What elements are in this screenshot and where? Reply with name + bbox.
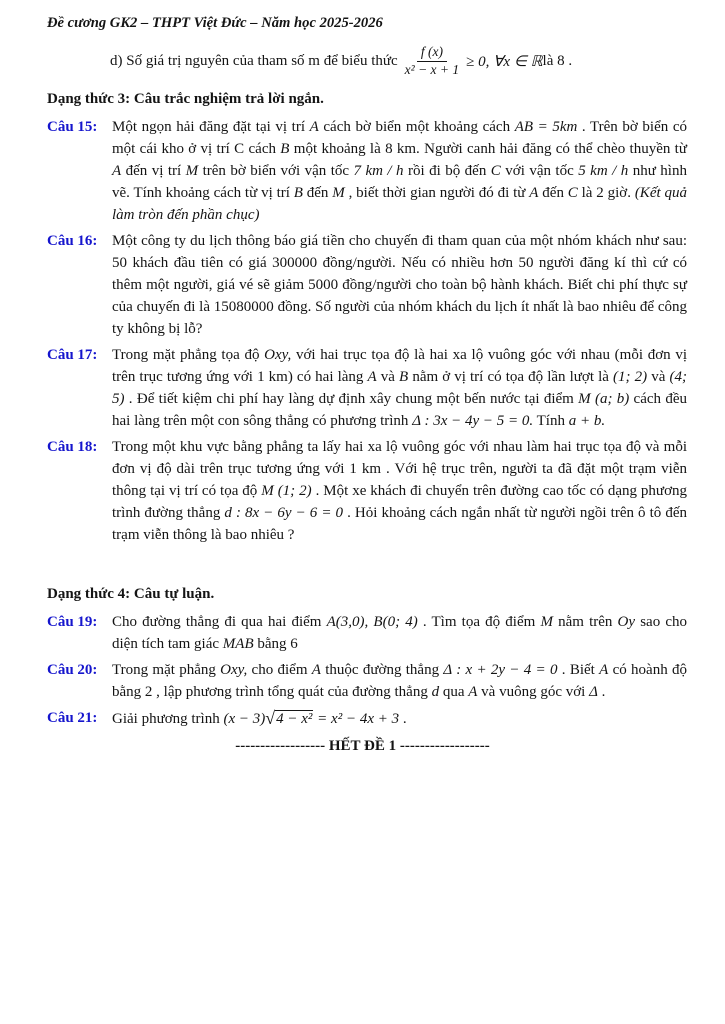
- text-segment: C: [490, 162, 501, 179]
- text-segment: M: [332, 184, 345, 201]
- text-segment: , biết thời gian người đó đi từ: [344, 184, 530, 201]
- text-segment: Một ngọn hải đăng đặt tại vị trí: [112, 118, 310, 135]
- text-segment: là 2 giờ.: [577, 184, 635, 201]
- item-d-label: d): [110, 52, 123, 69]
- square-root: [265, 707, 313, 728]
- text-segment: có hoành độ bằng 2 , lập phương trình tổng quát của đường thẳng: [112, 661, 687, 700]
- text-segment: với hai trục tọa độ là hai xa lộ vuông góc với nhau (mỗi đơn vị trên trục tương ứng với 1 km) có hai làng: [112, 346, 688, 385]
- question-text: [112, 659, 687, 703]
- question-text: [112, 436, 687, 546]
- question-20: [47, 659, 687, 703]
- question-text: [112, 116, 687, 226]
- text-segment: M: [185, 162, 199, 179]
- text-segment: . Để tiết kiệm chi phí hay làng dự định xây chung một bến nước tại điểm: [124, 390, 579, 407]
- question-15: [47, 116, 687, 226]
- text-segment: Oxy,: [264, 346, 292, 363]
- text-segment: = x² − 4x + 3: [313, 710, 400, 727]
- fraction: [403, 44, 462, 79]
- sections-container: [0, 91, 725, 730]
- end-marker: ------------------ HẾT ĐỀ 1 ------------------: [235, 737, 490, 754]
- text-segment: .: [399, 710, 407, 727]
- text-segment: a + b.: [568, 412, 606, 429]
- text-segment: A: [309, 118, 319, 135]
- text-segment: A: [112, 162, 122, 179]
- section-heading: Dạng thức 4: Câu tự luận.: [47, 585, 215, 602]
- text-segment: Oxy,: [220, 661, 248, 678]
- text-segment: như hình vẽ. Tính khoảng cách từ vị trí: [112, 162, 687, 201]
- item-d: [110, 44, 685, 79]
- question-21: [47, 707, 687, 730]
- text-segment: (1; 2): [613, 368, 648, 385]
- text-segment: Δ: [589, 683, 598, 700]
- text-segment: A: [599, 661, 609, 678]
- text-segment: A: [311, 661, 321, 678]
- text-segment: Oy: [617, 613, 636, 630]
- text-segment: B: [399, 368, 409, 385]
- text-segment: rồi đi bộ đến: [403, 162, 491, 179]
- text-segment: trên bờ biển với vận tốc: [198, 162, 354, 179]
- question-number: Câu 18:: [47, 438, 98, 455]
- text-segment: AB = 5km: [514, 118, 578, 135]
- fraction-numerator: f (x): [417, 44, 447, 62]
- text-segment: Trong một khu vực bằng phẳng ta lấy hai xa lộ vuông góc với nhau làm hai trục tọa độ và mỗi đơn vị độ dài trên trục tương ứng với 1 km . Với hệ trục trên, người ta đã đặt một trạm viễn thông tại vị trí có tọa độ: [112, 438, 687, 499]
- question-19: [47, 611, 687, 655]
- text-segment: B: [293, 184, 303, 201]
- text-segment: cách bờ biển một khoảng cách: [318, 118, 515, 135]
- text-segment: MAB: [222, 635, 254, 652]
- text-segment: Δ : x + 2y − 4 = 0: [443, 661, 558, 678]
- text-segment: và: [376, 368, 400, 385]
- question-number: Câu 15:: [47, 118, 98, 135]
- text-segment: . Trên bờ biển có một cái kho ở vị trí C cách: [112, 118, 688, 157]
- question-16: [47, 230, 687, 340]
- text-segment: A: [529, 184, 539, 201]
- text-segment: một khoảng là 8 km. Người canh hải đăng có thể chèo thuyền từ: [289, 140, 687, 157]
- text-segment: cách đều hai làng trên một con sông thẳng có phương trình: [112, 390, 687, 429]
- text-segment: Trong mặt phẳng tọa độ: [112, 346, 265, 363]
- text-segment: nằm ở vị trí có tọa độ lần lượt là: [408, 368, 614, 385]
- text-segment: M (1; 2): [261, 482, 312, 499]
- text-segment: và: [647, 368, 670, 385]
- text-segment: C: [567, 184, 578, 201]
- text-segment: Trong mặt phẳng: [112, 661, 221, 678]
- text-segment: Tính: [533, 412, 569, 429]
- text-segment: A(3,0), B(0; 4): [326, 613, 418, 630]
- text-segment: . Hỏi khoảng cách ngắn nhất từ người ngồi trên ô tô đến trạm viễn thông là bao nhiêu ?: [112, 504, 687, 543]
- text-segment: (4; 5): [112, 368, 687, 407]
- text-segment: (Kết quả làm tròn đến phần chục): [112, 184, 687, 223]
- text-segment: A: [468, 683, 478, 700]
- question-text: [112, 707, 687, 730]
- text-segment: 7 km / h: [353, 162, 404, 179]
- question-18: [47, 436, 687, 546]
- text-segment: và vuông góc với: [477, 683, 590, 700]
- text-segment: A: [367, 368, 377, 385]
- question-text: [112, 230, 687, 340]
- question-17: [47, 344, 687, 432]
- text-segment: đến vị trí: [121, 162, 186, 179]
- question-number: Câu 17:: [47, 346, 98, 363]
- text-segment: cho điểm: [247, 661, 312, 678]
- text-segment: Số giá trị nguyên của tham số m để biểu thức: [126, 52, 398, 69]
- text-segment: với vận tốc: [500, 162, 579, 179]
- question-number: Câu 21:: [47, 709, 98, 726]
- text-segment: đến: [538, 184, 568, 201]
- text-segment: thuộc đường thẳng: [320, 661, 444, 678]
- radical-icon: √: [265, 707, 276, 728]
- fraction-denominator: x² − x + 1: [404, 61, 460, 77]
- text-segment: sao cho diện tích tam giác: [112, 613, 688, 652]
- text-segment: là 8 .: [542, 52, 573, 69]
- text-segment: M: [540, 613, 553, 630]
- section-heading: Dạng thức 3: Câu trắc nghiệm trả lời ngắn.: [47, 90, 324, 107]
- question-number: Câu 20:: [47, 661, 98, 678]
- text-segment: B: [280, 140, 290, 157]
- text-segment: d : 8x − 6y − 6 = 0: [224, 504, 344, 521]
- text-segment: . Tìm tọa độ điểm: [417, 613, 541, 630]
- radicand: 4 − x²: [276, 710, 313, 727]
- text-segment: Cho đường thẳng đi qua hai điểm: [112, 613, 327, 630]
- text-segment: nằm trên: [552, 613, 618, 630]
- question-text: [112, 344, 687, 432]
- text-segment: Δ : 3x − 4y − 5 = 0.: [412, 412, 534, 429]
- document-header: Đề cương GK2 – THPT Việt Đức – Năm học 2025-2026: [47, 15, 383, 31]
- text-segment: đến: [302, 184, 333, 201]
- item-d-text: [126, 44, 572, 79]
- text-segment: M (a; b): [578, 390, 630, 407]
- question-number: Câu 19:: [47, 613, 98, 630]
- text-segment: d: [431, 683, 440, 700]
- text-segment: .: [597, 683, 606, 700]
- text-segment: Giải phương trình: [112, 710, 224, 727]
- text-segment: (x − 3): [223, 710, 266, 727]
- question-text: [112, 611, 687, 655]
- text-segment: bằng 6: [253, 635, 298, 652]
- text-segment: ≥ 0, ∀x ∈ ℝ: [466, 53, 543, 70]
- text-segment: Một công ty du lịch thông báo giá tiền cho chuyến đi tham quan của một nhóm khách như sau: 50 khách đầu tiên có giá 300000 đồng/người. Nếu có nhiều hơn 50 người đăng kí thì cứ có thêm một người, giá vé sẽ giảm 5000 đồng/người cho toàn bộ hành khách. Biết chi phí thực sự của chuyến đi là 15080000 đồng. Số người của nhóm khách du lịch ít nhất là bao nhiêu để công ty không bị lỗ?: [112, 232, 687, 337]
- text-segment: qua: [439, 683, 469, 700]
- text-segment: 5 km / h: [578, 162, 629, 179]
- text-segment: . Một xe khách đi chuyển trên đường cao tốc có dạng phương trình đường thẳng: [112, 482, 687, 521]
- text-segment: . Biết: [557, 661, 600, 678]
- question-number: Câu 16:: [47, 232, 98, 249]
